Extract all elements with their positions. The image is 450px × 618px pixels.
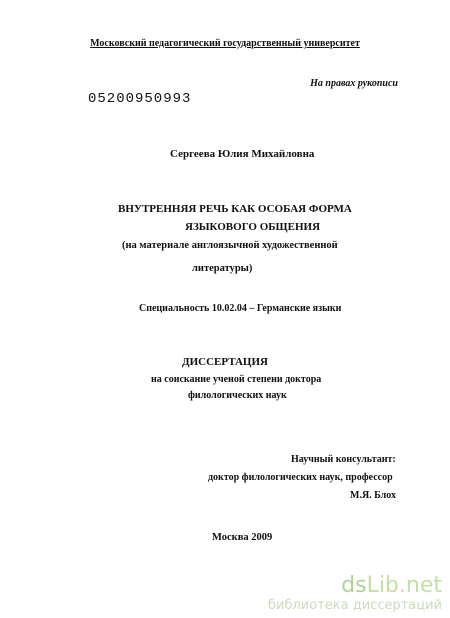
- consultant-title: доктор филологических наук, профессор: [208, 472, 393, 483]
- registration-number: 05200950993: [88, 91, 192, 107]
- degree-line-1: на соискание ученой степени доктора: [151, 374, 322, 385]
- degree-line-2: филологических наук: [188, 390, 287, 401]
- city-year: Москва 2009: [212, 532, 273, 543]
- title-line-1: ВНУТРЕННЯЯ РЕЧЬ КАК ОСОБАЯ ФОРМА: [118, 203, 352, 215]
- document-type: ДИССЕРТАЦИЯ: [182, 356, 268, 368]
- author-name: Сергеева Юлия Михайловна: [170, 148, 315, 160]
- watermark-subtitle: библиотека диссертаций: [268, 598, 442, 613]
- consultant-label: Научный консультант:: [291, 454, 396, 465]
- specialty: Специальность 10.02.04 – Германские языки: [139, 303, 342, 314]
- manuscript-rights-note: На правах рукописи: [310, 78, 398, 89]
- subtitle-line-2: литературы): [192, 263, 253, 274]
- university-name: Московский педагогический государственный университет: [90, 38, 360, 49]
- watermark-logo: [268, 575, 442, 597]
- dslib-watermark: [268, 575, 442, 613]
- title-line-2: ЯЗЫКОВОГО ОБЩЕНИЯ: [185, 221, 321, 233]
- watermark-prefix: ds: [341, 573, 367, 598]
- subtitle-line-1: (на материале англоязычной художественной: [122, 240, 338, 251]
- consultant-name: М.Я. Блох: [350, 490, 397, 501]
- watermark-main: Lib.net: [366, 573, 442, 598]
